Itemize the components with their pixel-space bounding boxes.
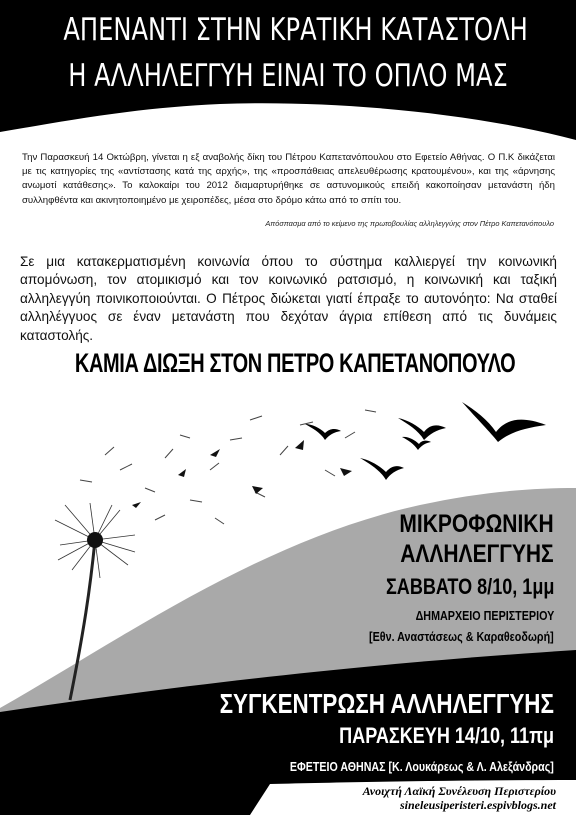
intro-source: Απόσπασμα από το κείμενο της πρωτοβουλίας αλληλεγγύης στον Πέτρο Καπετανόπουλο xyxy=(265,219,554,228)
event1-address: [Εθν. Αναστάσεως & Καραθεοδωρή] xyxy=(369,630,554,644)
event2-date: ΠΑΡΑΣΚΕΥΗ 14/10, 11πμ xyxy=(339,723,554,748)
event1-place: ΔΗΜΑΡΧΕΙΟ ΠΕΡΙΣΤΕΡΙΟΥ xyxy=(415,609,554,623)
event2-title: ΣΥΓΚΕΝΤΡΩΣΗ ΑΛΛΗΛΕΓΓΥΗΣ xyxy=(219,688,554,719)
header-title-line1: ΑΠΕΝΑΝΤΙ ΣΤΗΝ ΚΡΑΤΙΚΗ ΚΑΤΑΣΤΟΛΗ xyxy=(63,12,528,48)
body-paragraph: Σε μια κατακερματισμένη κοινωνία όπου το σύστημα καλλιεργεί την κοινωνική απομόνωση, τον ατομικισμό και τον κοινωνικό ρατσισμό, η κοινωνική και ταξική αλληλεγγύη ποινικοποιούνται. Ο Πέτρος διώκεται γιατί έπραξε το αυτονόητο: Να σταθεί αλληλέγγυος σε έναν μετανάστη που δεχόταν άγρια επίθεση από τις δυνάμεις καταστολής. xyxy=(20,254,557,343)
intro-paragraph: Την Παρασκευή 14 Οκτώβρη, γίνεται η εξ αναβολής δίκη του Πέτρου Καπετανόπουλου στο Εφετείο Αθήνας. Ο Π.Κ δικάζεται με τις κατηγορίες της «αντίστασης κατά της αρχής», της «προσπάθειας απελευθέρωσης κρατουμένου», και της «άρνησης ανωμοτί κατάθεσης». Το καλοκαίρι του 2012 διαμαρτυρήθηκε σε αστυνομικούς επειδή κακοποίησαν μετανάστη ήδη συλληφθέντα και ακινητοποιημένο με χειροπέδες, μέσα στο δρόμο κάτω από το σπίτι του. xyxy=(22,152,555,206)
footer-org: Ανοιχτή Λαϊκή Συνέλευση Περιστερίου xyxy=(362,784,556,798)
event1-title-line1: ΜΙΚΡΟΦΩΝΙΚΗ xyxy=(399,510,554,538)
header-title-line2: Η ΑΛΛΗΛΕΓΓΥΗ ΕΙΝΑΙ ΤΟ ΟΠΛΟ ΜΑΣ xyxy=(68,58,508,94)
footer-site[interactable]: sineleusiperisteri.espivblogs.net xyxy=(400,798,556,812)
event1-date: ΣΑΒΒΑΤΟ 8/10, 1μμ xyxy=(385,574,554,599)
event2-place: ΕΦΕΤΕΙΟ ΑΘΗΝΑΣ [Κ. Λουκάρεως & Λ. Αλεξάνδρας] xyxy=(290,759,554,774)
slogan-heading: ΚΑΜΙΑ ΔΙΩΞΗ ΣΤΟΝ ΠΕΤΡΟ ΚΑΠΕΤΑΝΟΠΟΥΛΟ xyxy=(74,348,516,378)
event1-title-line2: ΑΛΛΗΛΕΓΓΥΗΣ xyxy=(400,540,554,568)
